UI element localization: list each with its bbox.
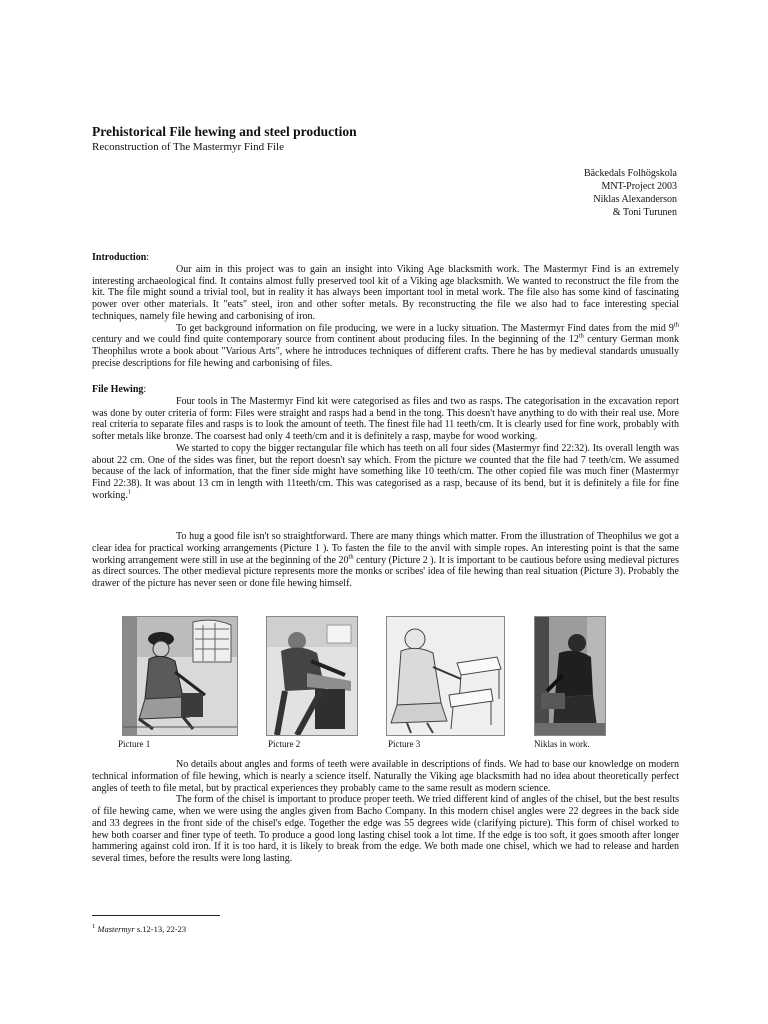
- paragraph: We started to copy the bigger rectangular file which has teeth on all four sides (Mastermyr find 22:32). Its overall length was about 22 cm. One of the sides was finer, but the report doesn't say which. From the picture we counted that the file had 7 teeth/cm. We assumed because of the lack of information, that the finer side might have something like 10 teeth/cm. The other copied file was much finer (Mastermyr Find 22:38). It was about 13 cm in length with 11teeth/cm. This was categorised as a rasp, because of its bend, but it is definitely a file for fine working.$^1$: [92, 442, 679, 501]
- picture-1-engraving: [122, 616, 238, 736]
- paragraph: The form of the chisel is important to produce proper teeth. We tried different kind of angles of the chisel, but the best results of file hewing came, when we were using the angles given from Bacho Company. In this modern chisel angles were 22 degrees in the back side and 33 degrees in the front side of the chisel's edge. Together the edge was 55 degrees wide (clarifying picture). This form of chisel worked to hew both coarser and finer type of teeth. To produce a good long lasting chisel took a lot time. If the edge is too soft, it goes smooth after longer hammering against cold iron. If it is too hard, it is likely to break from the edge. We both made one chisel, which we had to release and harden several times, before the results were long lasting.: [92, 794, 679, 864]
- picture-caption: Picture 3: [388, 739, 421, 749]
- picture-row: [0, 616, 768, 756]
- paragraph: No details about angles and forms of teeth were available in descriptions of finds. We had to base our knowledge on modern technical information of file hewing, which is nearly a science itself. Naturally the Viking age blacksmith had no idea about theoretically perfect angles of teeth to file metal, but by practical experiences they probably came to the same result as modern science.: [92, 759, 679, 794]
- section-heading: File Hewing: [92, 384, 144, 395]
- paragraph: To get background information on file producing, we were in a lucky situation. The Mastermyr Find dates from the mid 9th century and we could find quite contemporary source from continent about producing files. In the beginning of the 12th century German monk Theophilus wrote a book about "Various Arts", where he introduces techniques of different crafts. There he has by medieval standards unusually precise descriptions for file hewing and carbonising of files.: [92, 321, 679, 369]
- section-heading: Introduction: [92, 252, 147, 263]
- paragraph: To hug a good file isn't so straightforward. There are many things which matter. From the illustration of Theophilus we got a clear idea for practical working arrangements (Picture 1 ). To fasten the file to the anvil with simple ropes. An interesting point is that the same working arrangement were still in use at the beginning of the 20th century (Picture 2 ). It is important to be cautious before using medieval pictures as direct sources. The other medieval picture represents more the monks or scribes' idea of file hewing than real situation (Picture 3). Probably the drawer of the picture has never seen or done file hewing himself.: [92, 531, 680, 589]
- paragraph: Our aim in this project was to gain an insight into Viking Age blacksmith work. The Mastermyr Find is an extremely interesting archaeological find. It contains almost fully preserved tool kit of a Viking age blacksmith. We wanted to reconstruct the file from the kit. The file might sound a trivial tool, but in reality it has always been important tool in metal work. The file also has some kind of fascinating power over other materials. It "eats" steel, iron and other softer metals. By reconstructing the file we also had to face interesting special techniques, namely file hewing and carbonising of iron.: [92, 263, 679, 322]
- file-hewing-section: File Hewing: Four tools in The Mastermyr Find kit were categorised as files and two as rasps. The categorisation in the excavation report was done by outer criteria of form: Files were straight and rasps had a bend in the tong. This doesn't have anything to do with their real use. More real criteria to separate files and rasps is to look the amount of teeth. The finest file had 11 teeth/cm. It is clearly used for fine work, probably with softer metals like bronze. The coarsest had only 4 teeth/cm and it is definitely a rasp, maybe for wood working. We started to copy the bigger rectangular file which has teeth on all four sides (Mastermyr find 22:32). Its overall length was about 22 cm. One of the sides was finer, but the report doesn't say which. From the picture we counted that the file had 7 teeth/cm. We assumed because of the lack of information, that the finer side might have something like 10 teeth/cm. The other copied file was much finer (Mastermyr Find 22:38). It was about 13 cm in length with 11teeth/cm. This was categorised as a rasp, because of its bend, but it is definitely a file for fine working.$^1$: [92, 384, 679, 501]
- author-block: [584, 167, 677, 219]
- picture-4-photo: [534, 616, 606, 736]
- picture-2-photo: [266, 616, 358, 736]
- tooth-form-section: [92, 759, 679, 865]
- picture-caption: Niklas in work.: [534, 739, 590, 749]
- introduction-section: Introduction: Our aim in this project was to gain an insight into Viking Age blacksmith work. The Mastermyr Find is an extremely interesting archaeological find. It contains almost fully preserved tool kit of a Viking age blacksmith. We wanted to reconstruct the file from the kit. The file might sound a trivial tool, but in reality it has always been important tool in metal work. The file also has some kind of fascinating power over other materials. It "eats" steel, iron and other softer metals. By reconstructing the file we also had to face interesting special techniques, namely file hewing and carbonising of iron. To get background information on file producing, we were in a lucky situation. The Mastermyr Find dates from the mid 9th century and we could find quite contemporary source from continent about producing files. In the beginning of the 12th century German monk Theophilus wrote a book about "Various Arts", where he introduces techniques of different crafts. There he has by medieval standards unusually precise descriptions for file hewing and carbonising of files.: [92, 252, 679, 369]
- footnote-divider: [92, 915, 220, 916]
- document-title: Prehistorical File hewing and steel production: [92, 124, 357, 139]
- paragraph: Four tools in The Mastermyr Find kit were categorised as files and two as rasps. The categorisation in the excavation report was done by outer criteria of form: Files were straight and rasps had a bend in the tong. This doesn't have anything to do with their real use. More real criteria to separate files and rasps is to look the amount of teeth. The finest file had 11 teeth/cm. It is clearly used for fine work, probably with softer metals like bronze. The coarsest had only 4 teeth/cm and it is definitely a rasp, maybe for wood working.: [92, 395, 679, 442]
- file-hewing-section-cont: [92, 531, 679, 590]
- picture-caption: Picture 2: [268, 739, 301, 749]
- document-subtitle: Reconstruction of The Mastermyr Find File: [92, 141, 284, 153]
- picture-caption: Picture 1: [118, 739, 151, 749]
- institution-line: Bäckedals Folhögskola: [583, 168, 677, 179]
- project-line: MNT-Project 2003: [601, 181, 677, 192]
- picture-3-drawing: [386, 616, 505, 736]
- author-name: & Toni Turunen: [612, 207, 677, 218]
- footnote: $^1$ Mastermyr s.12-13, 22-23: [92, 923, 187, 934]
- footnote-reference[interactable]: 1: [127, 488, 132, 496]
- author-name: Niklas Alexanderson: [593, 194, 677, 205]
